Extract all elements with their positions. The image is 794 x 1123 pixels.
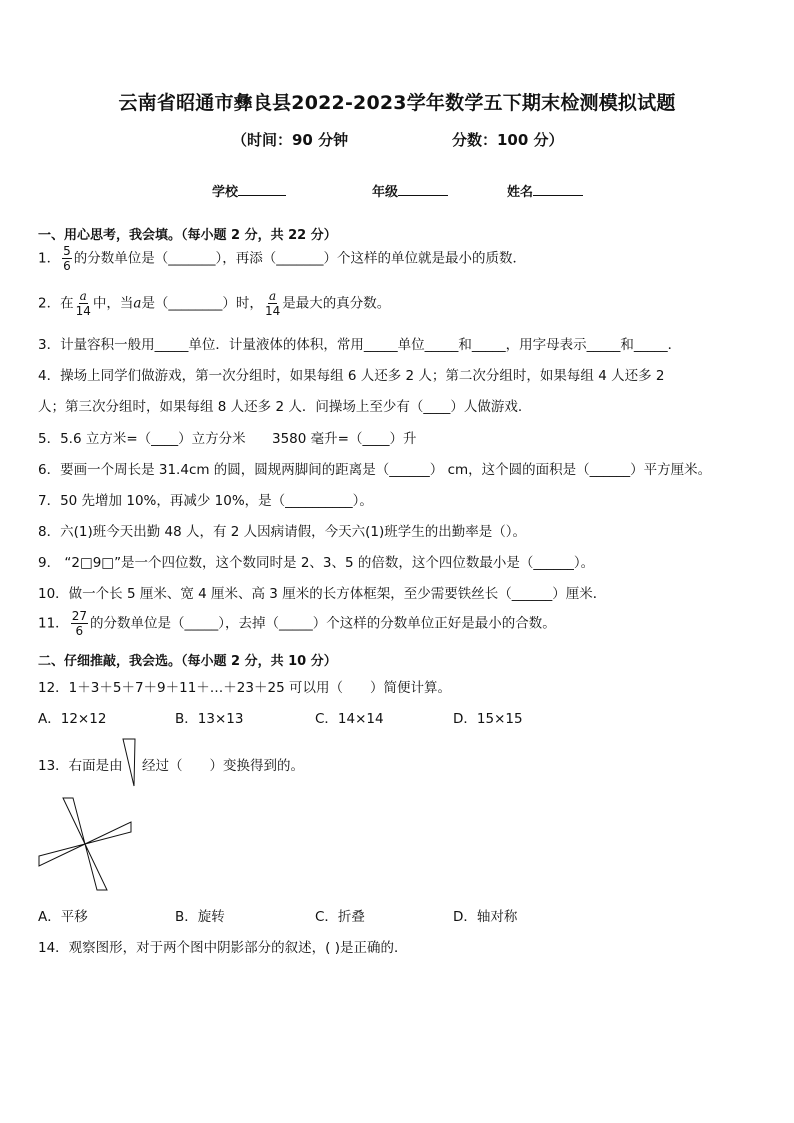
question-2 xyxy=(38,289,390,318)
question-6: 6．要画一个周长是 31.4cm 的圆，圆规两脚间的距离是（______） cm，这个圆的面积是（______）平方厘米。 xyxy=(38,462,712,478)
exam-time: （时间：90 分钟 xyxy=(232,131,349,149)
grade-label: 年级 xyxy=(372,185,399,200)
q2-end: 是最大的真分数。 xyxy=(282,295,391,312)
q13-triangle-figure xyxy=(122,738,136,788)
grade-blank[interactable] xyxy=(398,183,448,196)
q12-option-c[interactable]: C．14×14 xyxy=(315,711,384,727)
q2-mid2: 是（________）时， xyxy=(141,295,263,312)
question-8: 8．六(1)班今天出勤 48 人，有 2 人因病请假，今天六(1)班学生的出勤率是（）。 xyxy=(38,524,527,540)
question-5b: 3580 毫升=（____）升 xyxy=(272,431,417,447)
q11-frac-den: 6 xyxy=(75,624,84,638)
name-blank[interactable] xyxy=(533,183,583,196)
q13-option-d[interactable]: D．轴对称 xyxy=(453,909,518,925)
question-11 xyxy=(38,609,556,638)
name-label: 姓名 xyxy=(507,185,534,200)
q12-option-b[interactable]: B．13×13 xyxy=(175,711,244,727)
q1-number: 1． xyxy=(38,250,61,267)
name-field[interactable] xyxy=(507,181,583,200)
q11-frac-num: 27 xyxy=(71,609,87,623)
question-14: 14．观察图形，对于两个图中阴影部分的叙述，( )是正确的． xyxy=(38,940,408,956)
question-5a: 5．5.6 立方米=（____）立方分米 xyxy=(38,431,246,447)
q1-frac-num: 5 xyxy=(63,244,71,258)
question-10: 10．做一个长 5 厘米、宽 4 厘米、高 3 厘米的长方体框架，至少需要铁丝长（______）厘米． xyxy=(38,586,607,602)
question-9: 9． “2□9□”是一个四位数，这个数同时是 2、3、5 的倍数，这个四位数最小是（______）。 xyxy=(38,555,595,571)
q11-fraction xyxy=(71,609,88,638)
question-12: 12．1＋3＋5＋7＋9＋11＋…＋23＋25 可以用（ ）简便计算。 xyxy=(38,680,451,696)
exam-title: 云南省昭通市彝良县2022-2023学年数学五下期末检测模拟试题 xyxy=(118,92,676,114)
q2-mid: 中，当 xyxy=(92,295,134,312)
q2-fraction-1 xyxy=(76,289,91,318)
school-field[interactable] xyxy=(212,181,286,200)
exam-score: 分数：100 分） xyxy=(452,131,564,149)
q12-option-d[interactable]: D．15×15 xyxy=(453,711,523,727)
section2-heading: 二、仔细推敲，我会选。（每小题 2 分，共 10 分） xyxy=(38,654,337,669)
q2-var: a xyxy=(133,295,142,312)
school-blank[interactable] xyxy=(238,183,286,196)
q2-frac2-den: 14 xyxy=(264,304,281,318)
q13-option-c[interactable]: C．折叠 xyxy=(315,909,365,925)
q1-fraction xyxy=(62,244,72,273)
q2-frac1-den: 14 xyxy=(75,304,91,318)
question-7: 7．50 先增加 10%，再减少 10%，是（__________）。 xyxy=(38,493,373,509)
q2-fraction-2 xyxy=(265,289,280,318)
section1-heading: 一、用心思考，我会填。（每小题 2 分，共 22 分） xyxy=(38,228,337,243)
q13-option-b[interactable]: B．旋转 xyxy=(175,909,225,925)
q1-frac-den: 6 xyxy=(63,259,71,273)
question-1 xyxy=(38,244,526,273)
q2-frac2-num: a xyxy=(269,289,277,303)
q11-text: 的分数单位是（_____），去掉（_____）个这样的分数单位正好是最小的合数。 xyxy=(89,615,556,632)
q11-number: 11． xyxy=(38,615,69,632)
question-4-line-2: 人；第三次分组时，如果每组 8 人还多 2 人．问操场上至少有（____）人做游戏. xyxy=(38,399,523,415)
q13-text-before: 13．右面是由 xyxy=(38,758,123,774)
question-3: 3．计量容积一般用_____单位．计量液体的体积，常用_____单位_____和_____，用字母表示_____和_____． xyxy=(38,337,682,353)
q2-prefix: 2．在 xyxy=(38,295,74,312)
q2-frac1-num: a xyxy=(79,289,87,303)
q13-rotation-figure xyxy=(37,796,135,894)
q13-option-a[interactable]: A．平移 xyxy=(38,909,88,925)
q13-text-after: 经过（ ）变换得到的。 xyxy=(142,758,304,774)
grade-field[interactable] xyxy=(372,181,448,200)
q1-text: 的分数单位是（_______），再添（_______）个这样的单位就是最小的质数． xyxy=(73,250,526,267)
q12-option-a[interactable]: A．12×12 xyxy=(38,711,107,727)
school-label: 学校 xyxy=(212,185,239,200)
question-4-line-1: 4．操场上同学们做游戏，第一次分组时，如果每组 6 人还多 2 人；第二次分组时，如果每组 4 人还多 2 xyxy=(38,368,665,384)
